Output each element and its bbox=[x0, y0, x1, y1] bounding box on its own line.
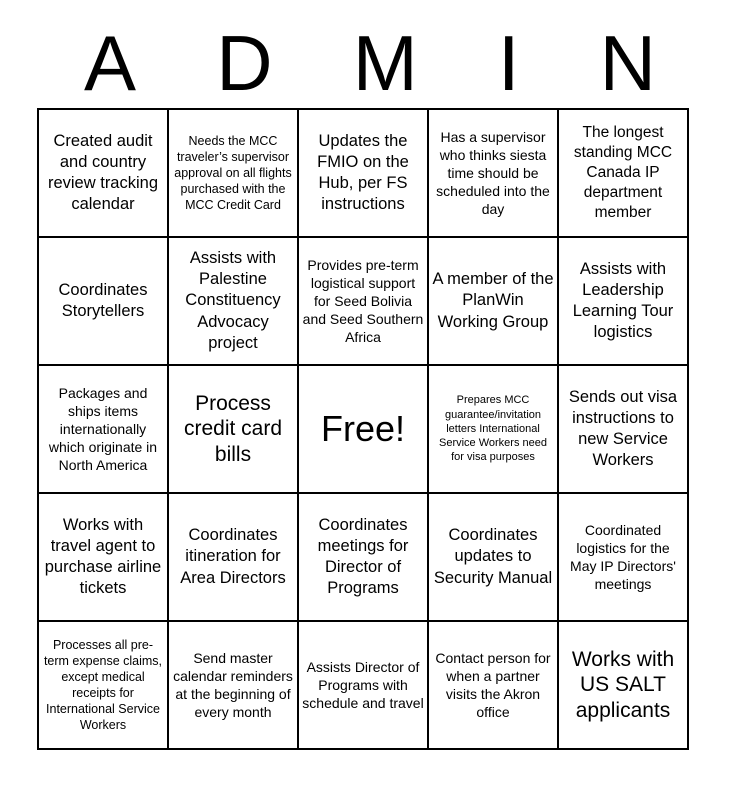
bingo-cell: Assists with Leadership Learning Tour logistics bbox=[558, 237, 688, 365]
bingo-cell: Packages and ships items internationally which originate in North America bbox=[38, 365, 168, 493]
bingo-cell: Provides pre-term logistical support for Seed Bolivia and Seed Southern Africa bbox=[298, 237, 428, 365]
bingo-cell: Has a supervisor who thinks siesta time should be scheduled into the day bbox=[428, 109, 558, 237]
bingo-cell: Process credit card bills bbox=[168, 365, 298, 493]
free-space-cell: Free! bbox=[298, 365, 428, 493]
title-letter-m: M bbox=[352, 19, 418, 107]
bingo-row bbox=[38, 109, 688, 237]
card-title bbox=[84, 19, 656, 107]
bingo-cell: Assists with Palestine Constituency Advocacy project bbox=[168, 237, 298, 365]
bingo-cell: The longest standing MCC Canada IP department member bbox=[558, 109, 688, 237]
bingo-cell: Created audit and country review tracking calendar bbox=[38, 109, 168, 237]
bingo-cell: Coordinates meetings for Director of Programs bbox=[298, 493, 428, 621]
bingo-cell: Prepares MCC guarantee/invitation letters International Service Workers need for visa purposes bbox=[428, 365, 558, 493]
bingo-cell: Works with US SALT applicants bbox=[558, 621, 688, 749]
title-letter-n: N bbox=[599, 19, 656, 107]
bingo-cell: Coordinates updates to Security Manual bbox=[428, 493, 558, 621]
bingo-cell: Updates the FMIO on the Hub, per FS instructions bbox=[298, 109, 428, 237]
bingo-grid bbox=[37, 108, 689, 750]
bingo-cell: A member of the PlanWin Working Group bbox=[428, 237, 558, 365]
bingo-row bbox=[38, 493, 688, 621]
bingo-cell: Coordinated logistics for the May IP Directors' meetings bbox=[558, 493, 688, 621]
bingo-cell: Needs the MCC traveler’s supervisor approval on all flights purchased with the MCC Credit Card bbox=[168, 109, 298, 237]
bingo-row bbox=[38, 621, 688, 749]
bingo-cell: Processes all pre-term expense claims, except medical receipts for International Service Workers bbox=[38, 621, 168, 749]
title-letter-d: D bbox=[216, 19, 273, 107]
bingo-cell: Works with travel agent to purchase airline tickets bbox=[38, 493, 168, 621]
bingo-cell: Coordinates Storytellers bbox=[38, 237, 168, 365]
bingo-row bbox=[38, 237, 688, 365]
bingo-cell: Coordinates itineration for Area Directors bbox=[168, 493, 298, 621]
bingo-cell: Assists Director of Programs with schedule and travel bbox=[298, 621, 428, 749]
bingo-row bbox=[38, 365, 688, 493]
title-letter-a: A bbox=[84, 19, 137, 107]
bingo-cell: Send master calendar reminders at the beginning of every month bbox=[168, 621, 298, 749]
bingo-cell: Contact person for when a partner visits the Akron office bbox=[428, 621, 558, 749]
bingo-cell: Sends out visa instructions to new Service Workers bbox=[558, 365, 688, 493]
title-letter-i: I bbox=[497, 19, 520, 107]
